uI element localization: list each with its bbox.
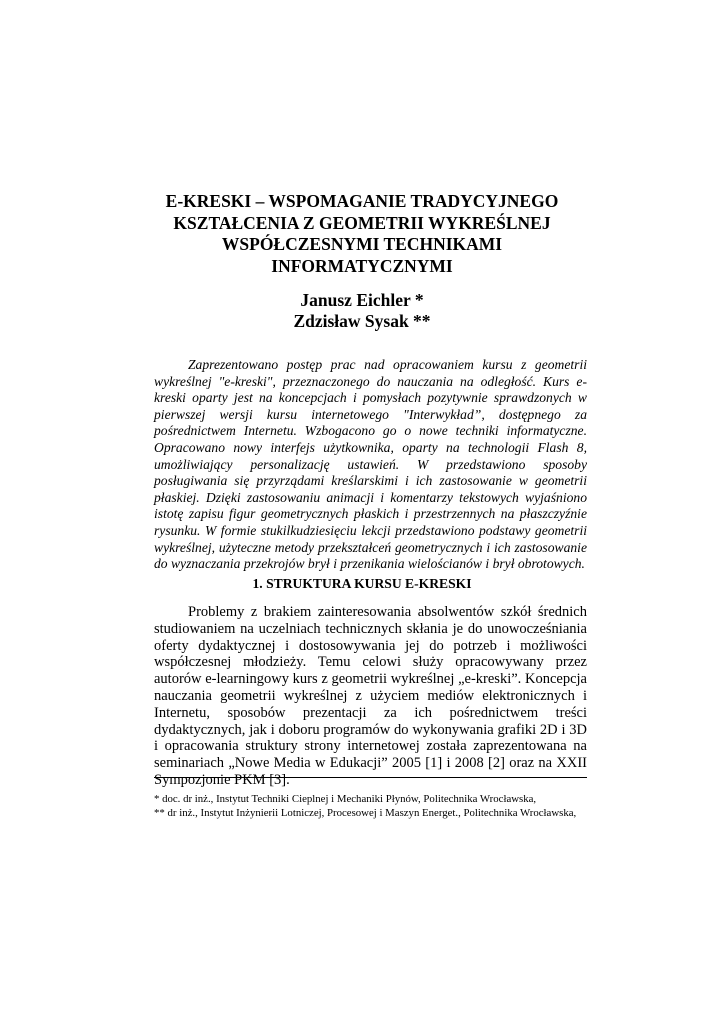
author-1: Janusz Eichler *	[300, 290, 424, 310]
abstract: Zaprezentowano postęp prac nad opracowaniem kursu z geometrii wykreślnej "e-kreski", przeznaczonego do nauczania na odległość. Kurs e-kreski oparty jest na koncepcjach i pomysłach pozytywnie sprawdzonych w pierwszej wersji kursu internetowego "Interwykład”, dostępnego za pośrednictwem Internetu. Wzbogacono go o nowe techniki informatyczne. Opracowano nowy interfejs użytkownika, oparty na technologii Flash 8, umożliwiający personalizację ustawień. W przedstawiono sposoby posługiwania się przyrządami kreślarskimi i ich zastosowanie w geometrii płaskiej. Dzięki zastosowaniu animacji i komentarzy tekstowych wyjaśniono istotę zapisu figur geometrycznych płaskich i przestrzennych na płaszczyźnie rysunku. W formie stukilkudziesięciu lekcji przedstawiono podstawy geometrii wykreślnej, użyteczne metody przekształceń geometrycznych i ich zastosowanie do wyznaczania przekrojów brył i przenikania wielościanów i brył obrotowych.	[154, 357, 587, 572]
paper-title	[150, 191, 574, 277]
title-line-3: WSPÓŁCZESNYMI TECHNIKAMI	[221, 234, 503, 254]
footnote-1: * doc. dr inż., Instytut Techniki Cieplnej i Mechaniki Płynów, Politechnika Wrocławska,	[154, 793, 537, 805]
title-line-1: E-KRESKI – WSPOMAGANIE TRADYCYJNEGO	[165, 191, 559, 211]
section-heading: 1. STRUKTURA KURSU E-KRESKI	[252, 576, 472, 591]
footnote-divider	[154, 777, 587, 778]
body-paragraph: Problemy z brakiem zainteresowania absolwentów szkół średnich studiowaniem na uczelniach technicznych skłania je do unowocześniania oferty dydaktycznej i dostosowywania jej do potrzeb i możliwości współczesnej młodzieży. Temu celowi służy opracowywany przez autorów e-learningowy kurs z geometrii wykreślnej „e-kreski”. Koncepcja nauczania geometrii wykreślnej z użyciem mediów elektronicznych i Internetu, sposobów prezentacji za ich pośrednictwem treści dydaktycznych, jak i doboru programów do wykonywania grafiki 2D i 3D i opracowania struktury strony internetowej została zaprezentowana na seminariach „Nowe Media w Edukacji” 2005 [1] i 2008 [2] oraz na XXII Sympozjonie PKM [3].	[154, 604, 587, 788]
author-2: Zdzisław Sysak **	[293, 311, 431, 331]
title-line-2: KSZTAŁCENIA Z GEOMETRII WYKREŚLNEJ	[173, 212, 551, 233]
author-list	[150, 290, 574, 332]
title-line-4: INFORMATYCZNYMI	[271, 255, 453, 276]
footnotes	[154, 793, 594, 820]
footnote-2: ** dr inż., Instytut Inżynierii Lotniczej, Procesowej i Maszyn Energet., Politechnika Wrocławska,	[154, 806, 577, 819]
